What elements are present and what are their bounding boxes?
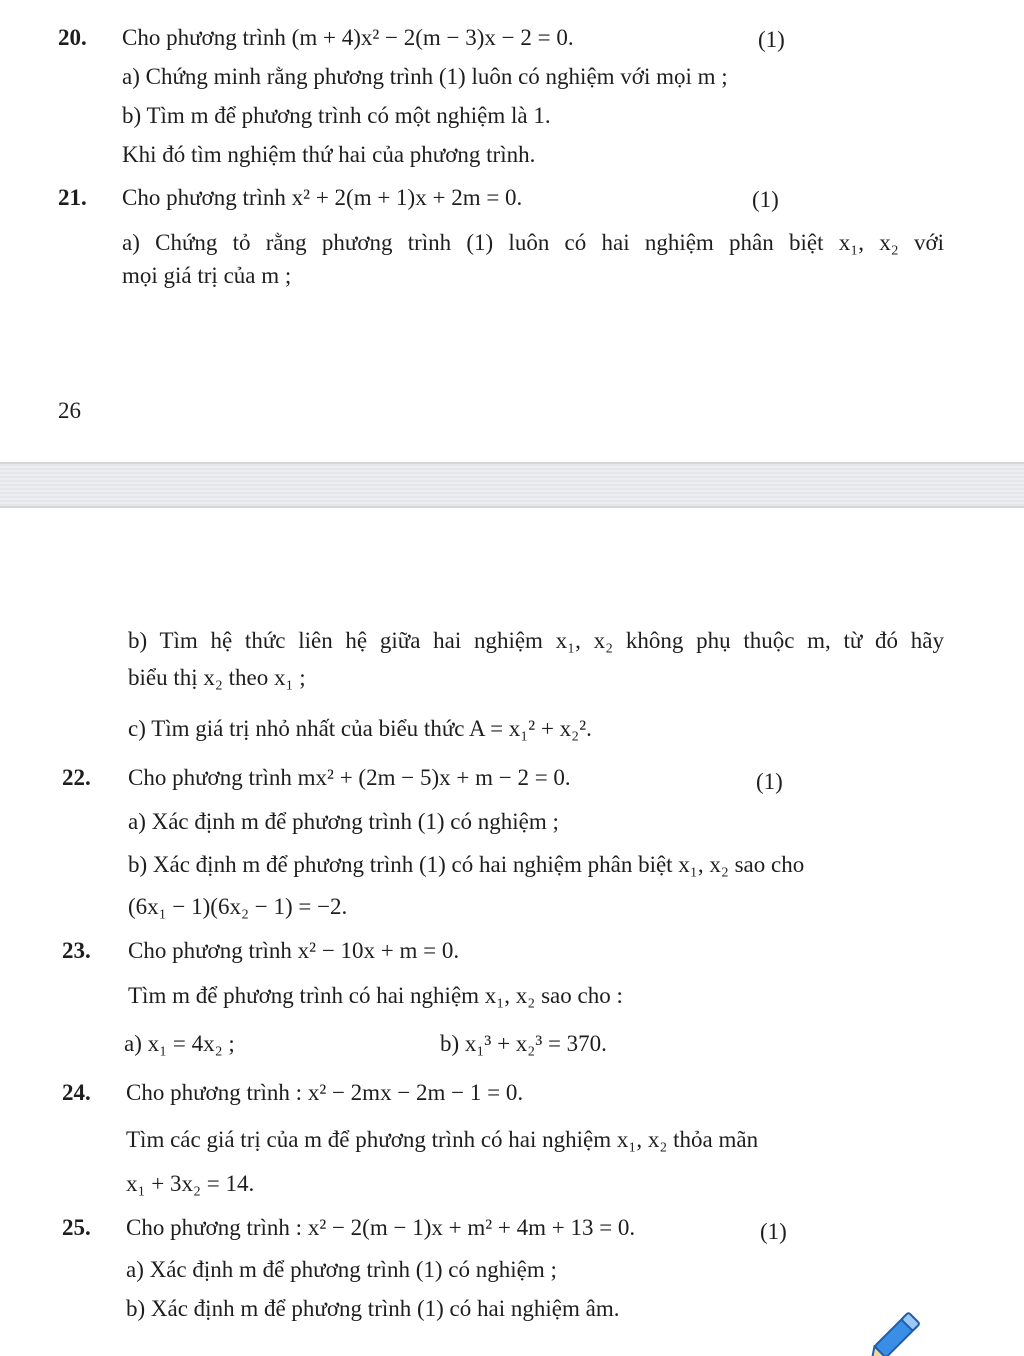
problem-25-number: 25. xyxy=(62,1215,91,1240)
problem-22-part-a: a) Xác định m để phương trình (1) có nghiệm ; xyxy=(128,809,559,834)
problem-20-statement xyxy=(122,26,574,49)
problem-21-equation: x² + 2(m + 1)x + 2m = 0. xyxy=(291,185,523,210)
problem-20-part-b-cont: Khi đó tìm nghiệm thứ hai của phương trình. xyxy=(122,142,536,167)
problem-22-equation: mx² + (2m − 5)x + m − 2 = 0. xyxy=(297,765,571,790)
problem-23-part-a: a) x₁ = 4x₂ ; xyxy=(124,1031,235,1056)
problem-25-tag: (1) xyxy=(760,1219,787,1244)
problem-23-equation: x² − 10x + m = 0. xyxy=(297,938,460,963)
problem-21-intro: Cho phương trình xyxy=(122,185,286,210)
problem-23-intro: Cho phương trình xyxy=(128,938,292,963)
pen-icon[interactable] xyxy=(860,1300,930,1356)
problem-21-part-c: c) Tìm giá trị nhỏ nhất của biểu thức A = x₁² + x₂². xyxy=(128,716,592,741)
problem-22-intro: Cho phương trình xyxy=(128,765,292,790)
problem-21-part-a-cont: mọi giá trị của m ; xyxy=(122,263,292,288)
problem-25-statement xyxy=(126,1216,635,1239)
problem-23-part-b: b) x₁³ + x₂³ = 370. xyxy=(440,1031,607,1056)
problem-22-statement xyxy=(128,766,571,789)
problem-21-part-b: b) Tìm hệ thức liên hệ giữa hai nghiệm x₁, x₂ không phụ thuộc m, từ đó hãy xyxy=(128,628,944,653)
problem-23-number: 23. xyxy=(62,938,91,963)
problem-24-statement xyxy=(126,1081,523,1104)
problem-21-number: 21. xyxy=(58,185,87,210)
problem-25-intro: Cho phương trình : xyxy=(126,1215,303,1240)
problem-22-part-b-eq: (6x₁ − 1)(6x₂ − 1) = −2. xyxy=(128,894,348,919)
page-number: 26 xyxy=(58,398,81,423)
problem-23-statement xyxy=(128,939,459,962)
problem-21-statement xyxy=(122,186,522,209)
problem-25-equation: x² − 2(m − 1)x + m² + 4m + 13 = 0. xyxy=(307,1215,636,1240)
problem-24-line3: x₁ + 3x₂ = 14. xyxy=(126,1171,255,1196)
problem-22-number: 22. xyxy=(62,765,91,790)
problem-21-tag: (1) xyxy=(752,187,779,212)
problem-20-intro: Cho phương trình xyxy=(122,25,286,50)
problem-24-intro: Cho phương trình : xyxy=(126,1080,303,1105)
problem-22-tag: (1) xyxy=(756,769,783,794)
problem-20-tag: (1) xyxy=(758,27,785,52)
problem-24-line2: Tìm các giá trị của m để phương trình có hai nghiệm x₁, x₂ thỏa mãn xyxy=(126,1127,759,1152)
problem-20-part-a: a) Chứng minh rằng phương trình (1) luôn có nghiệm với mọi m ; xyxy=(122,64,728,89)
problem-20-number: 20. xyxy=(58,25,87,50)
problem-20-part-b: b) Tìm m để phương trình có một nghiệm là 1. xyxy=(122,103,551,128)
problem-24-number: 24. xyxy=(62,1080,91,1105)
problem-20-equation: (m + 4)x² − 2(m − 3)x − 2 = 0. xyxy=(291,25,574,50)
problem-23-line2: Tìm m để phương trình có hai nghiệm x₁, x₂ sao cho : xyxy=(128,983,623,1008)
problem-21-part-b-cont: biểu thị x₂ theo x₁ ; xyxy=(128,665,306,690)
problem-25-part-b: b) Xác định m để phương trình (1) có hai nghiệm âm. xyxy=(126,1296,620,1321)
page-separator xyxy=(0,462,1024,508)
problem-24-equation: x² − 2mx − 2m − 1 = 0. xyxy=(307,1080,524,1105)
problem-22-part-b: b) Xác định m để phương trình (1) có hai nghiệm phân biệt x₁, x₂ sao cho xyxy=(128,852,805,877)
problem-25-part-a: a) Xác định m để phương trình (1) có nghiệm ; xyxy=(126,1257,557,1282)
problem-21-part-a: a) Chứng tỏ rằng phương trình (1) luôn có hai nghiệm phân biệt x₁, x₂ với xyxy=(122,230,944,255)
